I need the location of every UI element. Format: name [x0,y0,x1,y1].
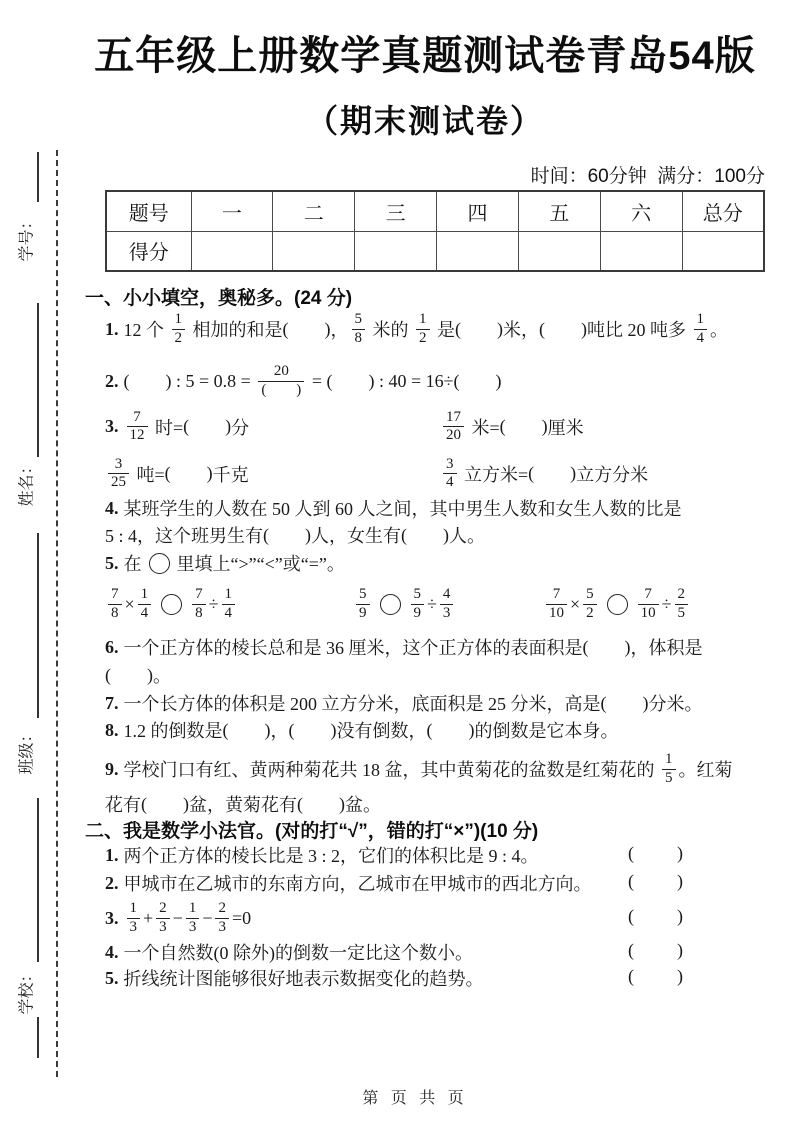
write-line [37,303,39,457]
fraction: $\frac{5}{8}$ [352,311,366,347]
section1-heading: 一、小小填空，奥秘多。(24 分) [85,288,353,309]
comparison-circle [161,594,182,615]
question-5-compare-2 [353,580,456,628]
school-label: 学校： [18,966,36,1015]
comparison-circle [380,594,401,615]
answer-blank: ( ) [326,370,375,391]
score-table-col: 二 [273,191,355,231]
question-text: 厘米 [547,417,584,438]
question-text: 12 个 [123,320,169,340]
write-line [37,1017,39,1058]
answer-blank: ( ) [123,370,172,391]
class-label: 班级： [18,726,36,775]
answer-blank: ( ) [453,370,502,391]
question-text: 米的 [368,320,413,340]
question-text: 。 [153,666,171,686]
paper-title: 五年级上册数学真题测试卷青岛54版 [94,34,756,78]
fraction: $\frac{1}{2}$ [416,311,430,347]
question-text: 花有 [105,795,141,815]
question-3a [105,404,249,449]
question-text: 立方分米 [576,464,649,485]
question-text: 里填上“>”“<”或“=”。 [176,554,345,574]
write-line [37,533,39,718]
question-4-line2 [105,523,485,547]
question-number: 7. [105,692,119,713]
question-text: − [172,907,183,928]
question-2 [105,356,502,406]
answer-blank: ( ) [582,636,631,657]
question-text: ÷ [208,593,219,614]
score-table-col: 总分 [682,191,764,231]
question-9-line1 [105,746,733,792]
answer-blank: ( ) [426,719,475,740]
judge-question-1 [105,843,539,867]
answer-blank: ( ) [288,719,337,740]
comparison-circle [607,594,628,615]
question-1 [105,306,728,352]
question-9-line2 [105,792,381,816]
paren-open: ( [628,966,634,986]
question-number: 1. [105,844,119,865]
fraction: $\frac{5}{9}$ [411,586,425,622]
fraction: $\frac{20}{( )}$ [258,363,304,399]
question-number: 1. [105,318,119,339]
answer-blank: ( ) [141,793,189,814]
question-text: 米= [467,417,500,438]
score-cell [273,231,355,271]
fraction: $\frac{17}{20}$ [443,409,464,445]
score-table-score-row [106,231,764,271]
question-number: 6. [105,636,119,657]
question-text: 某班学生的人数在 50 人到 60 人之间，其中男生人数和女生人数的比是 [123,499,682,519]
question-text: =0 [231,907,252,928]
question-5-intro [105,548,345,578]
fraction: $\frac{7}{8}$ [108,586,122,622]
judge-answer-blank [628,966,683,987]
score-label-cell: 得分 [106,231,191,271]
question-text: 人，女生有 [311,526,402,546]
score-table-col: 三 [355,191,437,231]
question-6-line2 [105,663,171,687]
question-text: 。 [710,320,728,340]
question-text: 盆。 [345,795,381,815]
question-text: 人。 [449,526,486,546]
question-8 [105,718,619,742]
answer-blank: ( ) [282,318,331,339]
score-table-col: 一 [191,191,273,231]
question-text: × [570,593,581,614]
answer-blank: ( ) [528,463,577,483]
score-cell [600,231,682,271]
judge-question-2 [105,871,592,895]
question-text: : 40 = 16÷ [374,370,454,391]
paren-close: ) [677,843,683,863]
question-text: 折线统计图能够很好地表示数据变化的趋势。 [123,969,484,989]
question-number: 4. [105,497,119,518]
write-line [37,798,39,962]
fraction: $\frac{2}{5}$ [675,586,689,622]
fraction: $\frac{3}{4}$ [443,456,457,492]
fraction: $\frac{1}{4}$ [138,586,152,622]
question-text: = [307,370,327,391]
score-table-header-row [106,191,764,231]
fraction: $\frac{2}{3}$ [156,900,170,936]
question-text: 米， [503,320,539,340]
score-table [105,190,765,272]
question-text: 千克 [212,464,249,485]
score-cell [355,231,437,271]
score-cell [437,231,519,271]
question-text: 吨= [132,464,165,485]
fraction: $\frac{5}{2}$ [583,586,597,622]
question-text: 两个正方体的棱长比是 3 : 2，它们的体积比是 9 : 4。 [123,846,539,866]
paren-close: ) [677,871,683,891]
question-text: 相加的和是 [188,320,283,340]
student-name-label: 姓名： [18,458,36,507]
time-score-info: 时间：60分钟 满分：100分 [530,166,765,187]
comparison-circle [149,553,170,574]
judge-question-4 [105,940,473,964]
answer-blank: ( ) [455,318,503,339]
question-text: 吨比 20 吨多 [587,320,691,340]
question-text: 1.2 的倒数是 [123,721,223,741]
answer-blank: ( ) [164,463,213,483]
judge-question-3 [105,896,251,940]
question-text: ， [270,721,289,741]
answer-blank: ( ) [263,524,312,545]
question-number: 5. [105,552,119,573]
fraction: $\frac{7}{8}$ [192,586,206,622]
answer-blank: ( ) [499,416,548,436]
fraction: $\frac{7}{10}$ [638,586,659,622]
paren-close: ) [677,906,683,926]
score-table-col: 六 [600,191,682,231]
student-id-label: 学号： [18,213,36,262]
question-text: × [124,593,135,614]
question-text: ÷ [427,593,437,614]
answer-blank: ( ) [297,793,345,814]
answer-blank: ( ) [105,664,153,685]
score-table-col: 五 [518,191,600,231]
question-number: 2. [105,370,119,391]
question-number: 5. [105,967,119,988]
question-number: 9. [105,758,119,779]
fraction: $\frac{1}{3}$ [127,900,141,936]
answer-blank: ( ) [183,416,232,436]
question-text: ，体积是 [630,638,703,658]
paren-open: ( [628,843,634,863]
question-text: 一个正方体的棱长总和是 36 厘米，这个正方体的表面积是 [123,638,583,658]
question-7 [105,691,703,715]
paren-open: ( [628,940,634,960]
question-6-line1 [105,635,703,659]
score-cell [191,231,273,271]
answer-blank: ( ) [539,318,587,339]
paren-open: ( [628,871,634,891]
answer-blank: ( ) [401,524,450,545]
fraction: $\frac{5}{9}$ [356,586,370,622]
question-text: 一个长方体的体积是 200 立方分米，底面积是 25 分米，高是 [123,694,601,714]
fraction: $\frac{1}{4}$ [222,586,236,622]
question-text: 分米。 [648,694,703,714]
answer-blank: ( ) [600,692,649,713]
score-cell [682,231,764,271]
question-text: ， [330,320,349,340]
question-text: − [202,907,213,928]
score-table-col: 四 [437,191,519,231]
score-cell [518,231,600,271]
question-text: + [143,907,154,928]
question-3b [440,404,584,449]
fold-dashed-line [56,150,58,1077]
paren-close: ) [677,966,683,986]
question-5-compare-1 [105,580,238,628]
question-5-compare-3 [543,580,691,628]
question-text: 在 [123,554,142,574]
question-4-line1 [105,496,682,520]
fraction: $\frac{3}{25}$ [108,456,129,492]
question-number: 8. [105,719,119,740]
fraction: $\frac{1}{4}$ [694,311,708,347]
question-3d [440,451,648,496]
paren-open: ( [628,906,634,926]
question-text: 甲城市在乙城市的东南方向，乙城市在甲城市的西北方向。 [123,874,592,894]
fraction: $\frac{4}{3}$ [440,586,454,622]
judge-answer-blank [628,940,683,961]
fraction: $\frac{7}{10}$ [546,586,567,622]
question-text: : 5 = 0.8 = [171,370,256,391]
judge-answer-blank [628,906,683,927]
question-text: 5 : 4，这个班男生有 [105,526,264,546]
question-text: 。红菊 [678,760,733,780]
question-number: 3. [105,907,119,928]
question-text: 是 [432,320,455,340]
paper-subtitle: （期末测试卷） [305,103,544,139]
fraction: $\frac{2}{3}$ [215,900,229,936]
question-text: ÷ [661,593,672,614]
fraction: $\frac{1}{2}$ [172,311,186,347]
question-text: 没有倒数， [336,721,427,741]
question-text: 学校门口有红、黄两种菊花共 18 盆，其中黄菊花的盆数是红菊花的 [123,760,659,780]
fraction: $\frac{1}{3}$ [186,900,200,936]
score-table-corner: 题号 [106,191,191,231]
question-number: 3. [105,416,119,436]
question-text: 盆，黄菊花有 [189,795,297,815]
question-3c [105,451,249,496]
judge-question-5 [105,966,484,990]
question-text: 分 [231,417,250,438]
question-text: 的倒数是它本身。 [474,721,619,741]
fraction: $\frac{1}{5}$ [662,751,676,787]
question-text: 时= [150,417,184,438]
question-text: 立方米= [459,464,529,485]
section2-heading: 二、我是数学小法官。(对的打“√”，错的打“×”)(10 分) [85,821,539,842]
answer-blank: ( ) [222,719,271,740]
paren-close: ) [677,940,683,960]
question-number: 4. [105,941,119,962]
question-text: 一个自然数(0 除外)的倒数一定比这个数小。 [123,943,473,963]
question-number: 2. [105,872,119,893]
page-footer: 第 页 共 页 [362,1090,468,1107]
judge-answer-blank [628,871,683,892]
write-line [37,152,39,202]
judge-answer-blank [628,843,683,864]
fraction: $\frac{7}{12}$ [127,409,148,445]
